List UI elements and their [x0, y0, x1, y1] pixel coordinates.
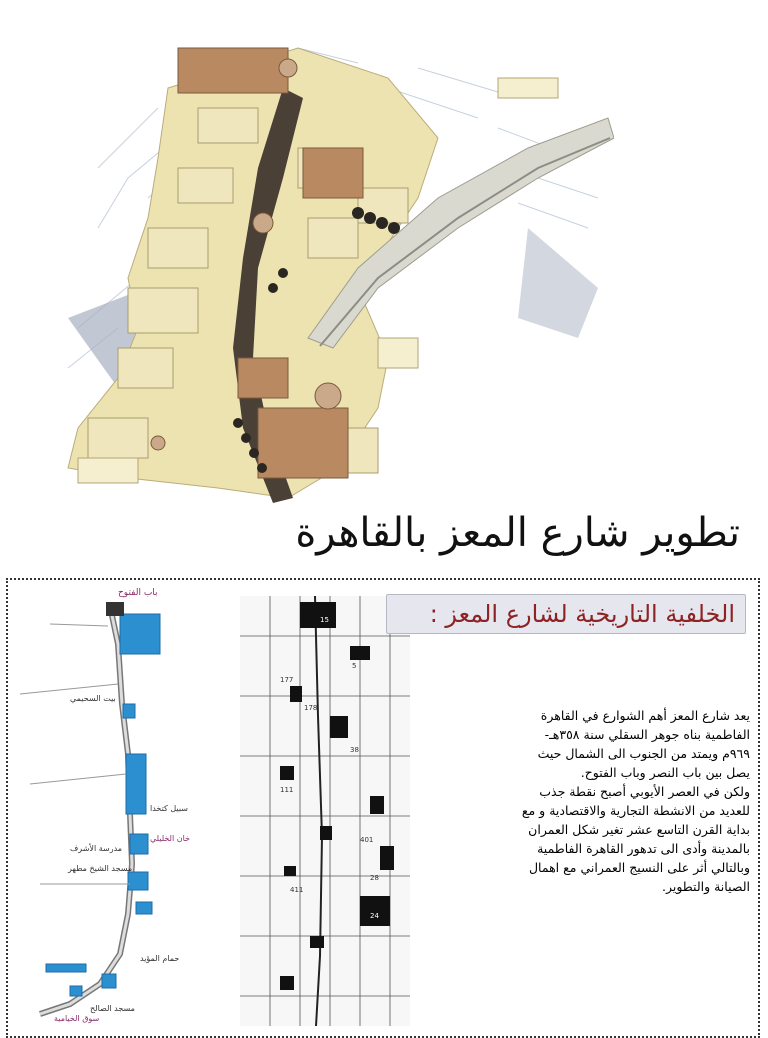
hero-rendering [58, 28, 614, 524]
street-map-label-0: بيت السحيمي [70, 694, 116, 703]
page-title: تطوير شارع المعز بالقاهرة [295, 510, 740, 556]
parcel-number-5: 111 [280, 786, 294, 794]
body-paragraph: يعد شارع المعز أهم الشوارع في القاهرة الفاطمية بناه جوهر السقلي سنة ٣٥٨هـ- ٩٦٩م ويمتد من الجنوب الى الشمال حيث يصل بين باب النصر وباب الفتوح. [537, 708, 750, 780]
street-map-label-4: سبيل كتخدا [150, 804, 188, 813]
section-body [520, 706, 750, 896]
parcel-number-9: 411 [290, 886, 304, 894]
parcel-number-4: 38 [350, 746, 359, 754]
street-map-label-7: مسجد الصالح [90, 1004, 135, 1013]
section-heading: الخلفية التاريخية لشارع المعز : [386, 594, 746, 634]
body-paragraph: ولكن في العصر الأيوبي أصبح نقطة جذب للعديد من الانشطة التجارية والاقتصادية و مع بداية القرن التاسع عشر تغير شكل العمران بالمدينة وأدى الى تدهور القاهرة الفاطمية وبالتالي أثر على النسيج العمراني مع اهمال الصيانة والتطوير. [521, 784, 750, 894]
parcel-number-1: 5 [352, 662, 357, 670]
parcel-map-svg [220, 596, 420, 1026]
street-map-label-3: مسجد الشيخ مطهر [68, 864, 133, 873]
parcel-number-2: 177 [280, 676, 294, 684]
street-3d-illustration [58, 28, 614, 524]
parcel-number-8: 24 [370, 912, 379, 920]
parcel-number-3: 178 [304, 704, 318, 712]
street-map-label-2: مدرسة الأشرف [70, 844, 123, 853]
parcel-number-6: 401 [360, 836, 374, 844]
street-map-label-6: سوق الخيامية [54, 1014, 100, 1023]
street-map-top-label: باب الفتوح [118, 588, 158, 598]
parcel-number-0: 15 [320, 616, 329, 624]
parcel-map [220, 596, 420, 1026]
street-map-label-5: حمام المؤيد [140, 954, 180, 963]
history-panel [6, 578, 760, 1038]
street-route-map [10, 584, 210, 1024]
parcel-number-7: 28 [370, 874, 379, 882]
street-map-label-1: خان الخليلي [150, 834, 191, 843]
